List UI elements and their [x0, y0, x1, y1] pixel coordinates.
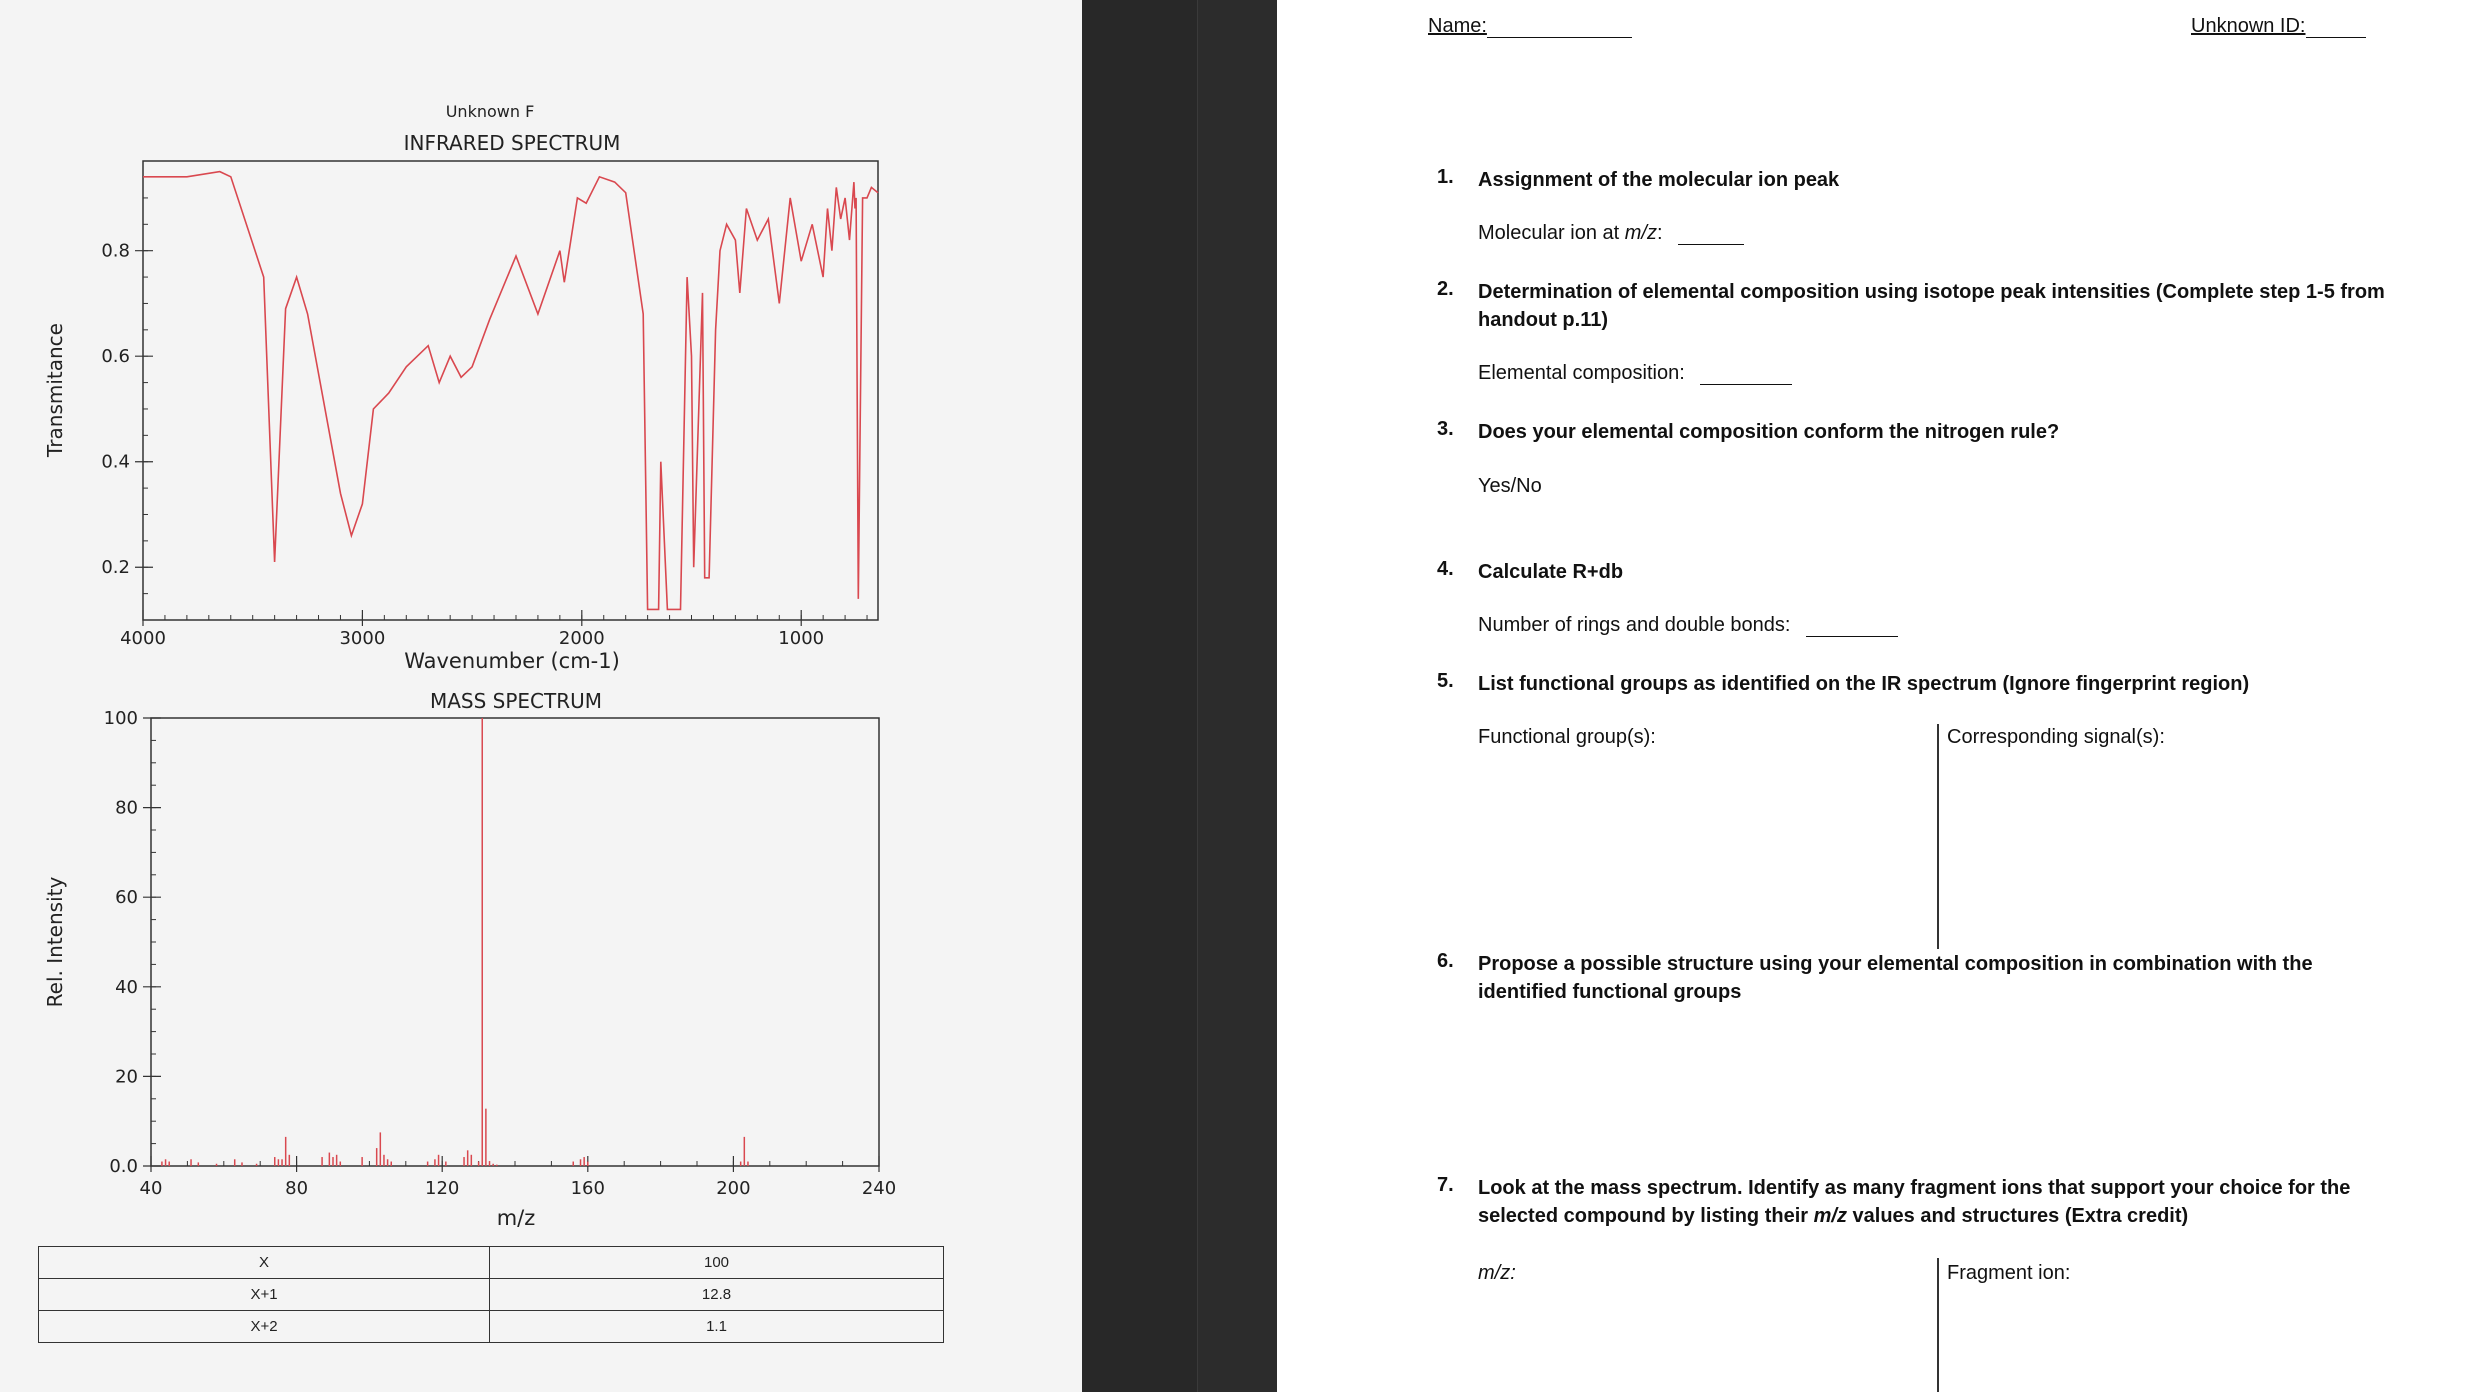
ir-xtick-label: 2000	[558, 628, 605, 649]
unknown-id-label: Unknown ID:	[2191, 15, 2306, 37]
q7-title	[1478, 1174, 2378, 1230]
ms-ylabel: Rel. Intensity	[43, 876, 67, 1008]
ms-xtick-label: 40	[139, 1178, 163, 1199]
q2-prompt-text: Elemental composition:	[1478, 362, 1685, 384]
q2-title: Determination of elemental composition using isotope peak intensities (Complete step 1-5 from handout p.11)	[1478, 281, 2385, 331]
q3-title: Does your elemental composition conform the nitrogen rule?	[1478, 421, 2060, 443]
ms-ytick-label: 60	[115, 887, 138, 909]
q1-prompt-mz: m/z	[1624, 222, 1657, 244]
q2-number: 2.	[1437, 278, 1454, 300]
q1-number: 1.	[1437, 166, 1454, 188]
isotope-table	[38, 1246, 944, 1343]
q5-number: 5.	[1437, 670, 1454, 692]
ir-xtick-label: 4000	[120, 628, 166, 649]
spectra-page	[0, 0, 1082, 1392]
q1-prompt-text: Molecular ion at	[1478, 222, 1625, 244]
ms-xtick-label: 160	[570, 1178, 605, 1199]
ir-title: INFRARED SPECTRUM	[403, 131, 621, 155]
isotope-value: 12.8	[490, 1279, 944, 1311]
table-row	[39, 1279, 944, 1311]
ir-ytick-label: 0.6	[101, 346, 130, 368]
isotope-label: X	[39, 1247, 490, 1279]
q1-prompt-colon: :	[1656, 222, 1663, 244]
q6-number: 6.	[1437, 950, 1454, 972]
unknown-id-field[interactable]	[2191, 15, 2366, 38]
ms-ytick-label: 20	[115, 1066, 138, 1088]
q7-title-mz: m/z	[1813, 1205, 1847, 1227]
q5-title: List functional groups as identified on the IR spectrum (Ignore fingerprint region)	[1478, 673, 2250, 695]
q4-prompt[interactable]	[1478, 614, 1898, 637]
q3-prompt[interactable]: Yes/No	[1478, 475, 1542, 497]
ir-xlabel: Wavenumber (cm-1)	[404, 649, 620, 673]
name-label: Name:	[1428, 15, 1487, 37]
table-row	[39, 1247, 944, 1279]
ms-xtick-label: 240	[861, 1178, 897, 1199]
ms-ytick-label: 0.0	[109, 1156, 138, 1177]
unknown-label: Unknown F	[445, 102, 535, 121]
ms-xtick-label: 120	[425, 1178, 460, 1199]
ir-ylabel: Transmitance	[43, 323, 67, 457]
ms-xlabel: m/z	[496, 1206, 536, 1230]
q7-col-mz-label: m/z:	[1478, 1262, 1516, 1284]
q1-prompt[interactable]	[1478, 222, 1744, 245]
ms-plot-frame	[151, 718, 879, 1166]
window-divider	[1197, 0, 1278, 1392]
name-field[interactable]	[1428, 15, 1632, 38]
q3-number: 3.	[1437, 418, 1454, 440]
q7-number: 7.	[1437, 1174, 1454, 1196]
q7-title-text-end: values and structures (Extra credit)	[1846, 1205, 2189, 1227]
ir-ytick-label: 0.2	[101, 557, 130, 579]
q5-col-functional-groups[interactable]: Functional group(s):	[1478, 726, 1656, 748]
isotope-value: 1.1	[490, 1311, 944, 1343]
ms-ytick-label: 100	[103, 708, 138, 729]
q7-title-text: Look at the mass spectrum. Identify as many fragment ions that support your choice for the selected compound by listing their	[1478, 1177, 2351, 1227]
q7-col-fragment[interactable]: Fragment ion:	[1947, 1262, 2071, 1284]
ms-title: MASS SPECTRUM	[429, 689, 603, 713]
isotope-label: X+2	[39, 1311, 490, 1343]
ms-ytick-label: 40	[115, 976, 138, 998]
q4-number: 4.	[1437, 558, 1454, 580]
q7-column-divider	[1937, 1258, 1939, 1392]
ir-plot-frame	[143, 161, 878, 620]
isotope-value: 100	[490, 1247, 944, 1279]
q4-prompt-text: Number of rings and double bonds:	[1478, 614, 1791, 636]
q7-col-mz[interactable]	[1478, 1262, 1516, 1285]
q6-title: Propose a possible structure using your elemental composition in combination with the identified functional groups	[1478, 953, 2313, 1003]
ms-ytick-label: 80	[115, 797, 138, 819]
isotope-label: X+1	[39, 1279, 490, 1311]
spectra-figure	[0, 0, 1082, 1392]
ir-ytick-label: 0.4	[101, 451, 130, 473]
q5-column-divider	[1937, 724, 1939, 949]
ir-ytick-label: 0.8	[101, 240, 130, 262]
ms-xtick-label: 200	[716, 1178, 751, 1199]
ms-xtick-label: 80	[285, 1178, 309, 1199]
ir-xtick-label: 3000	[339, 628, 386, 649]
q5-col-signals[interactable]: Corresponding signal(s):	[1947, 726, 2165, 748]
ir-xtick-label: 1000	[778, 628, 825, 649]
worksheet-page	[1277, 0, 2472, 1392]
q4-title: Calculate R+db	[1478, 561, 1624, 583]
q1-title: Assignment of the molecular ion peak	[1478, 169, 1840, 191]
q2-prompt[interactable]	[1478, 362, 1792, 385]
window-gutter	[1082, 0, 1197, 1392]
table-row	[39, 1311, 944, 1343]
